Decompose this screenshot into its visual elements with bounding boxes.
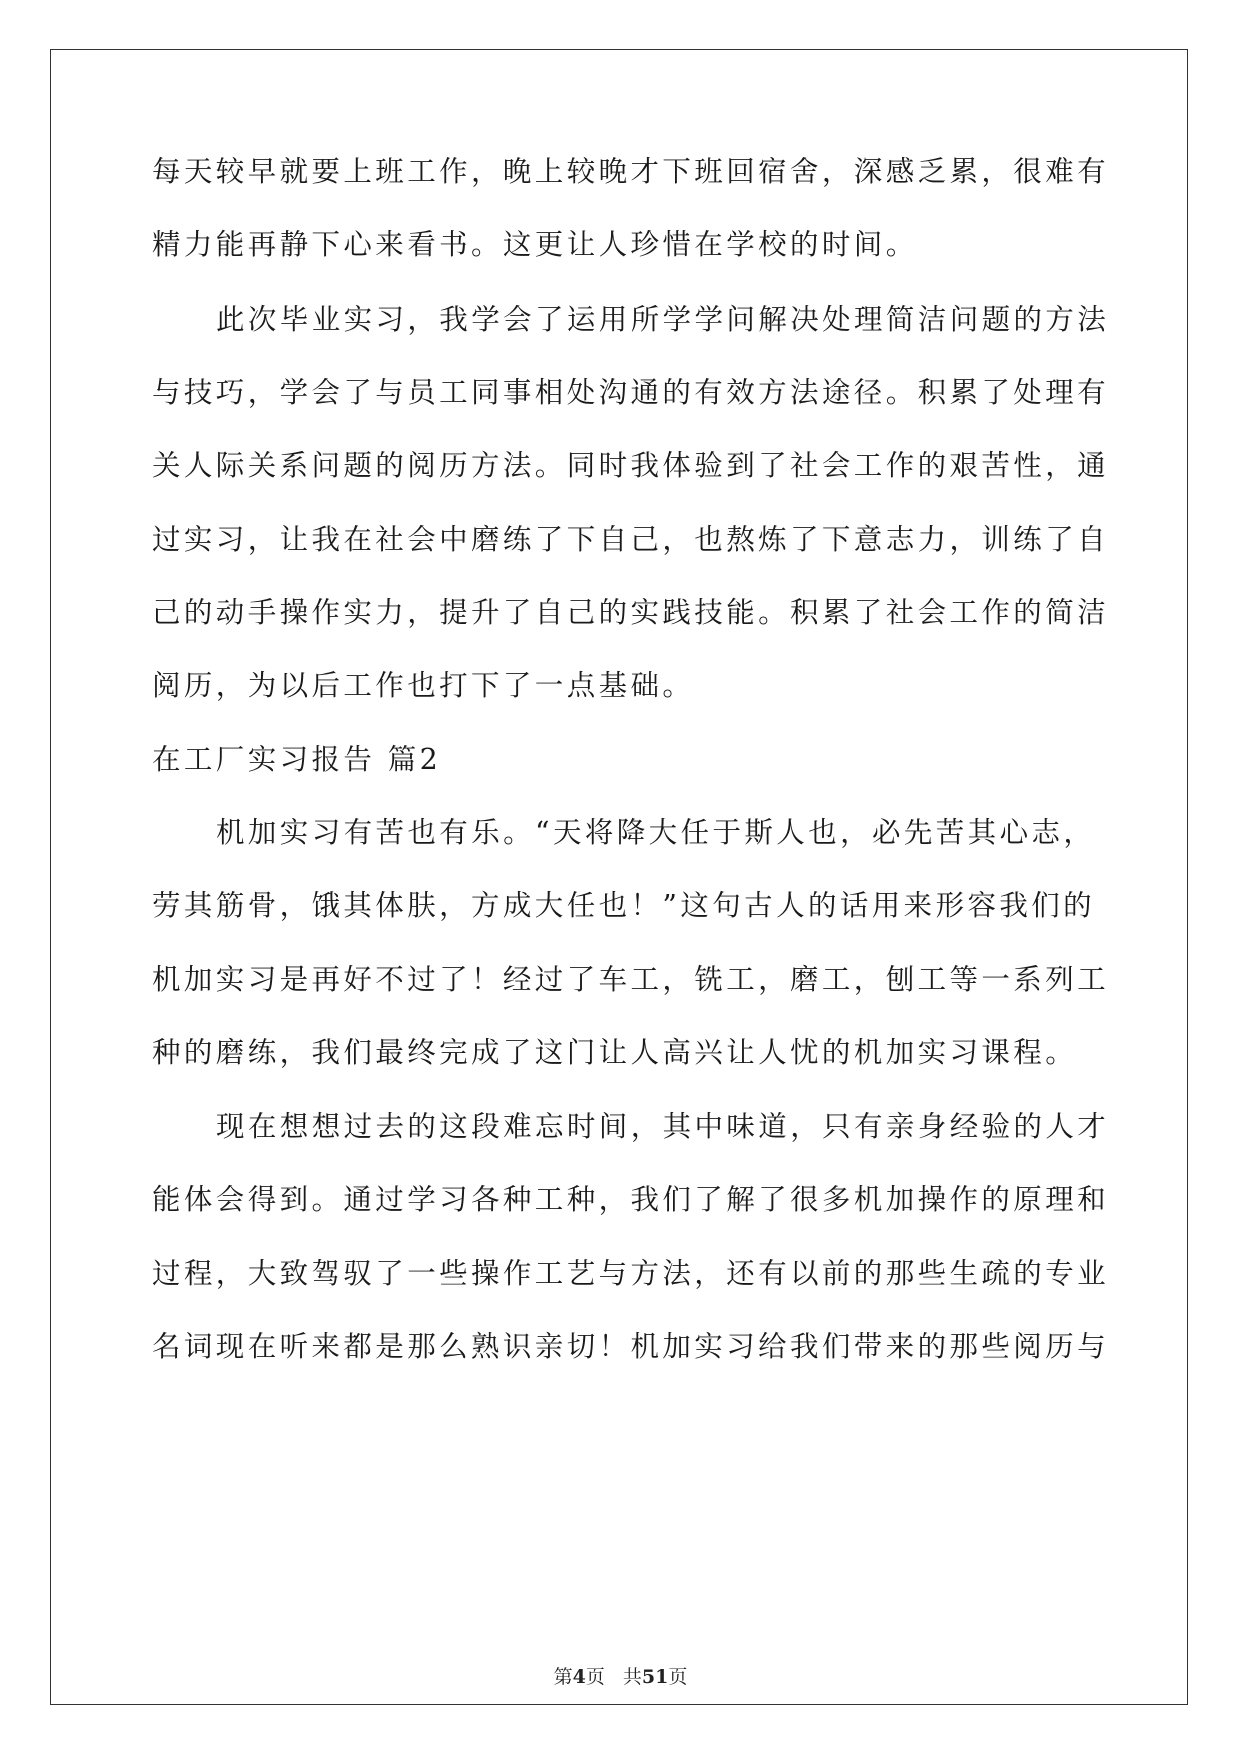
paragraph-start-line: 机加实习有苦也有乐。“天将降大任于斯人也，必先苦其心志， — [216, 816, 1096, 849]
body-line: 机加实习是再好不过了！经过了车工，铣工，磨工，刨工等一系列工 — [152, 963, 1110, 996]
body-line: 名词现在听来都是那么熟识亲切！机加实习给我们带来的那些阅历与 — [152, 1330, 1110, 1363]
footer-total-unit: 页 — [668, 1666, 688, 1688]
body-line: 过实习，让我在社会中磨练了下自己，也熬炼了下意志力，训练了自 — [152, 523, 1110, 556]
body-line: 每天较早就要上班工作，晚上较晚才下班回宿舍，深感乏累，很难有 — [152, 155, 1110, 188]
body-line: 与技巧，学会了与员工同事相处沟通的有效方法途径。积累了处理有 — [152, 376, 1110, 409]
page-border — [50, 49, 1188, 1705]
current-page-number: 4 — [572, 1666, 586, 1688]
body-line: 能体会得到。通过学习各种工种，我们了解了很多机加操作的原理和 — [152, 1183, 1110, 1216]
body-line: 阅历，为以后工作也打下了一点基础。 — [152, 669, 695, 702]
body-line: 关人际关系问题的阅历方法。同时我体验到了社会工作的艰苦性，通 — [152, 449, 1110, 482]
body-line: 种的磨练，我们最终完成了这门让人高兴让人忧的机加实习课程。 — [152, 1036, 1078, 1069]
body-line: 精力能再静下心来看书。这更让人珍惜在学校的时间。 — [152, 228, 918, 261]
footer-prefix: 第 — [553, 1666, 573, 1688]
footer-total-prefix: 共 — [622, 1666, 642, 1688]
footer-page-unit: 页 — [585, 1666, 605, 1688]
body-line: 过程，大致驾驭了一些操作工艺与方法，还有以前的那些生疏的专业 — [152, 1257, 1110, 1290]
paragraph-start-line: 此次毕业实习，我学会了运用所学学问解决处理简洁问题的方法 — [216, 303, 1110, 336]
body-line: 劳其筋骨，饿其体肤，方成大任也！”这句古人的话用来形容我们的 — [152, 889, 1096, 922]
body-line: 己的动手操作实力，提升了自己的实践技能。积累了社会工作的简洁 — [152, 596, 1110, 629]
section-heading: 在工厂实习报告 篇2 — [152, 743, 442, 776]
paragraph-start-line: 现在想想过去的这段难忘时间，其中味道，只有亲身经验的人才 — [216, 1110, 1110, 1143]
total-pages-number: 51 — [641, 1666, 669, 1688]
page-footer — [0, 1662, 1241, 1689]
